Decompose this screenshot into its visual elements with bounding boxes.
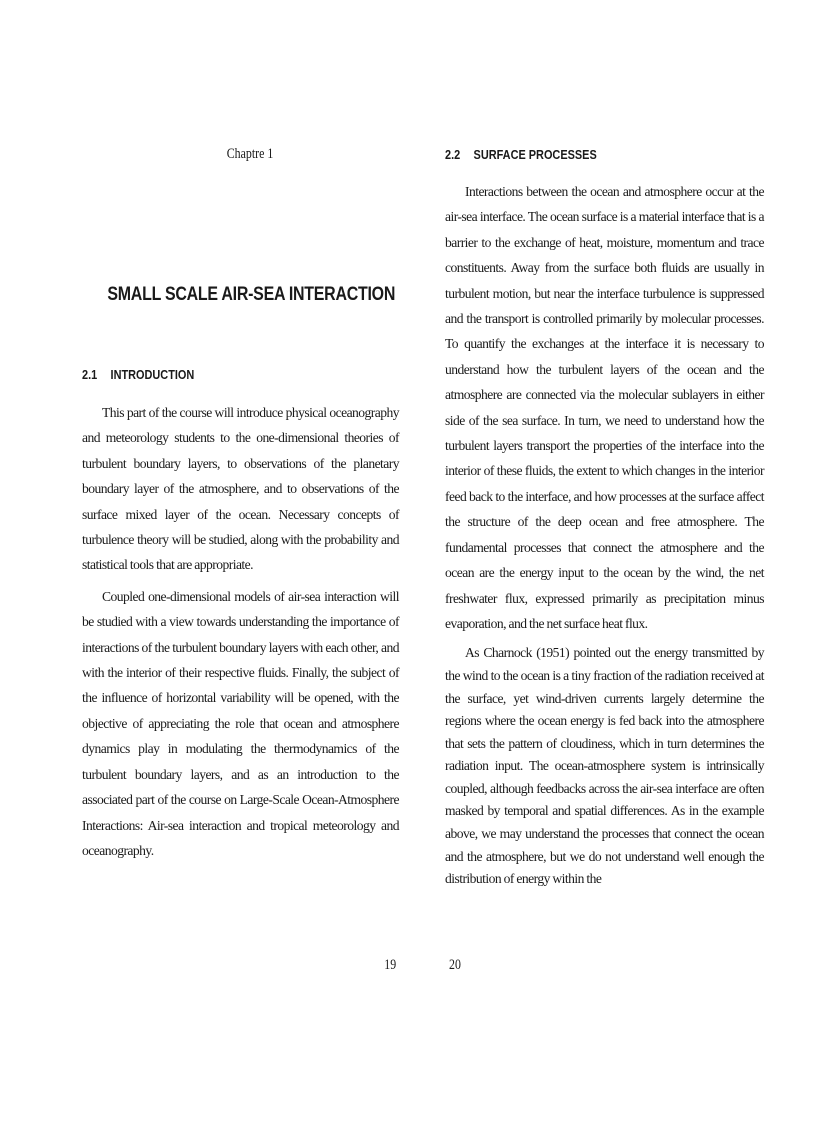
chapter-label: Chaptre 1: [226, 146, 274, 162]
section-heading-introduction: [82, 367, 194, 382]
paragraph: Coupled one-dimensional models of air-sea interaction will be studied with a view towards understanding the importance of interactions of the turbulent boundary layers with each other, and with the interior of their respective fluids. Finally, the subject of the influence of horizontal variability will be opened, with the objective of appreciating the role that ocean and atmosphere dynamics play in modulating the thermodynamics of the turbulent boundary layers, and as an introduction to the associated part of the course on Large-Scale Ocean-Atmosphere Interactions: Air-sea interaction and tropical meteorology and oceanography.: [82, 588, 399, 858]
section-number: 2.2: [445, 147, 461, 162]
section-title: INTRODUCTION: [110, 367, 195, 382]
chapter-title: SMALL SCALE AIR-SEA INTERACTION: [107, 284, 396, 305]
paragraph: Interactions between the ocean and atmosphere occur at the air-sea interface. The ocean surface is a material interface that is a barrier to the exchange of heat, moisture, momentum and trace constituents. Away from the surface both fluids are usually in turbulent motion, but near the interface turbulence is suppressed and the transport is controlled primarily by molecular processes. To quantify the exchanges at the interface it is necessary to understand how the turbulent layers of the ocean and the atmosphere are connected via the molecular sublayers in either side of the sea surface. In turn, we need to understand how the turbulent layers transport the properties of the interface into the interior of these fluids, the extent to which changes in the interior feed back to the interface, and how processes at the surface affect the structure of the deep ocean and free atmosphere. The fundamental processes that connect the atmosphere and the ocean are the energy input to the ocean by the wind, the net freshwater flux, expressed primarily as precipitation minus evaporation, and the net surface heat flux.: [445, 184, 764, 631]
paragraph: This part of the course will introduce physical oceanography and meteorology students to the one-dimensional theories of turbulent boundary layers, to observations of the planetary boundary layer of the atmosphere, and to observations of the surface mixed layer of the ocean. Necessary concepts of turbulence theory will be studied, along with the probability and statistical tools that are appropriate.: [82, 405, 399, 573]
right-page-body: [445, 179, 764, 891]
page-number-left: 19: [384, 957, 397, 973]
left-page-body: [82, 400, 399, 863]
section-heading-surface-processes: [445, 147, 597, 162]
paragraph: As Charnock (1951) pointed out the energy transmitted by the wind to the ocean is a tiny fraction of the radiation received at the surface, yet wind-driven currents largely determine the regions where the ocean energy is fed back into the atmosphere that sets the pattern of cloudiness, which in turn determines the radiation input. The ocean-atmosphere system is intrinsically coupled, although feedbacks across the air-sea interface are often masked by temporal and spatial differences. As in the example above, we may understand the processes that connect the ocean and the atmosphere, but we do not understand well enough the distribution of energy within the: [445, 645, 764, 887]
section-title: SURFACE PROCESSES: [473, 147, 597, 162]
page-number-right: 20: [449, 957, 461, 973]
section-number: 2.1: [82, 367, 98, 382]
